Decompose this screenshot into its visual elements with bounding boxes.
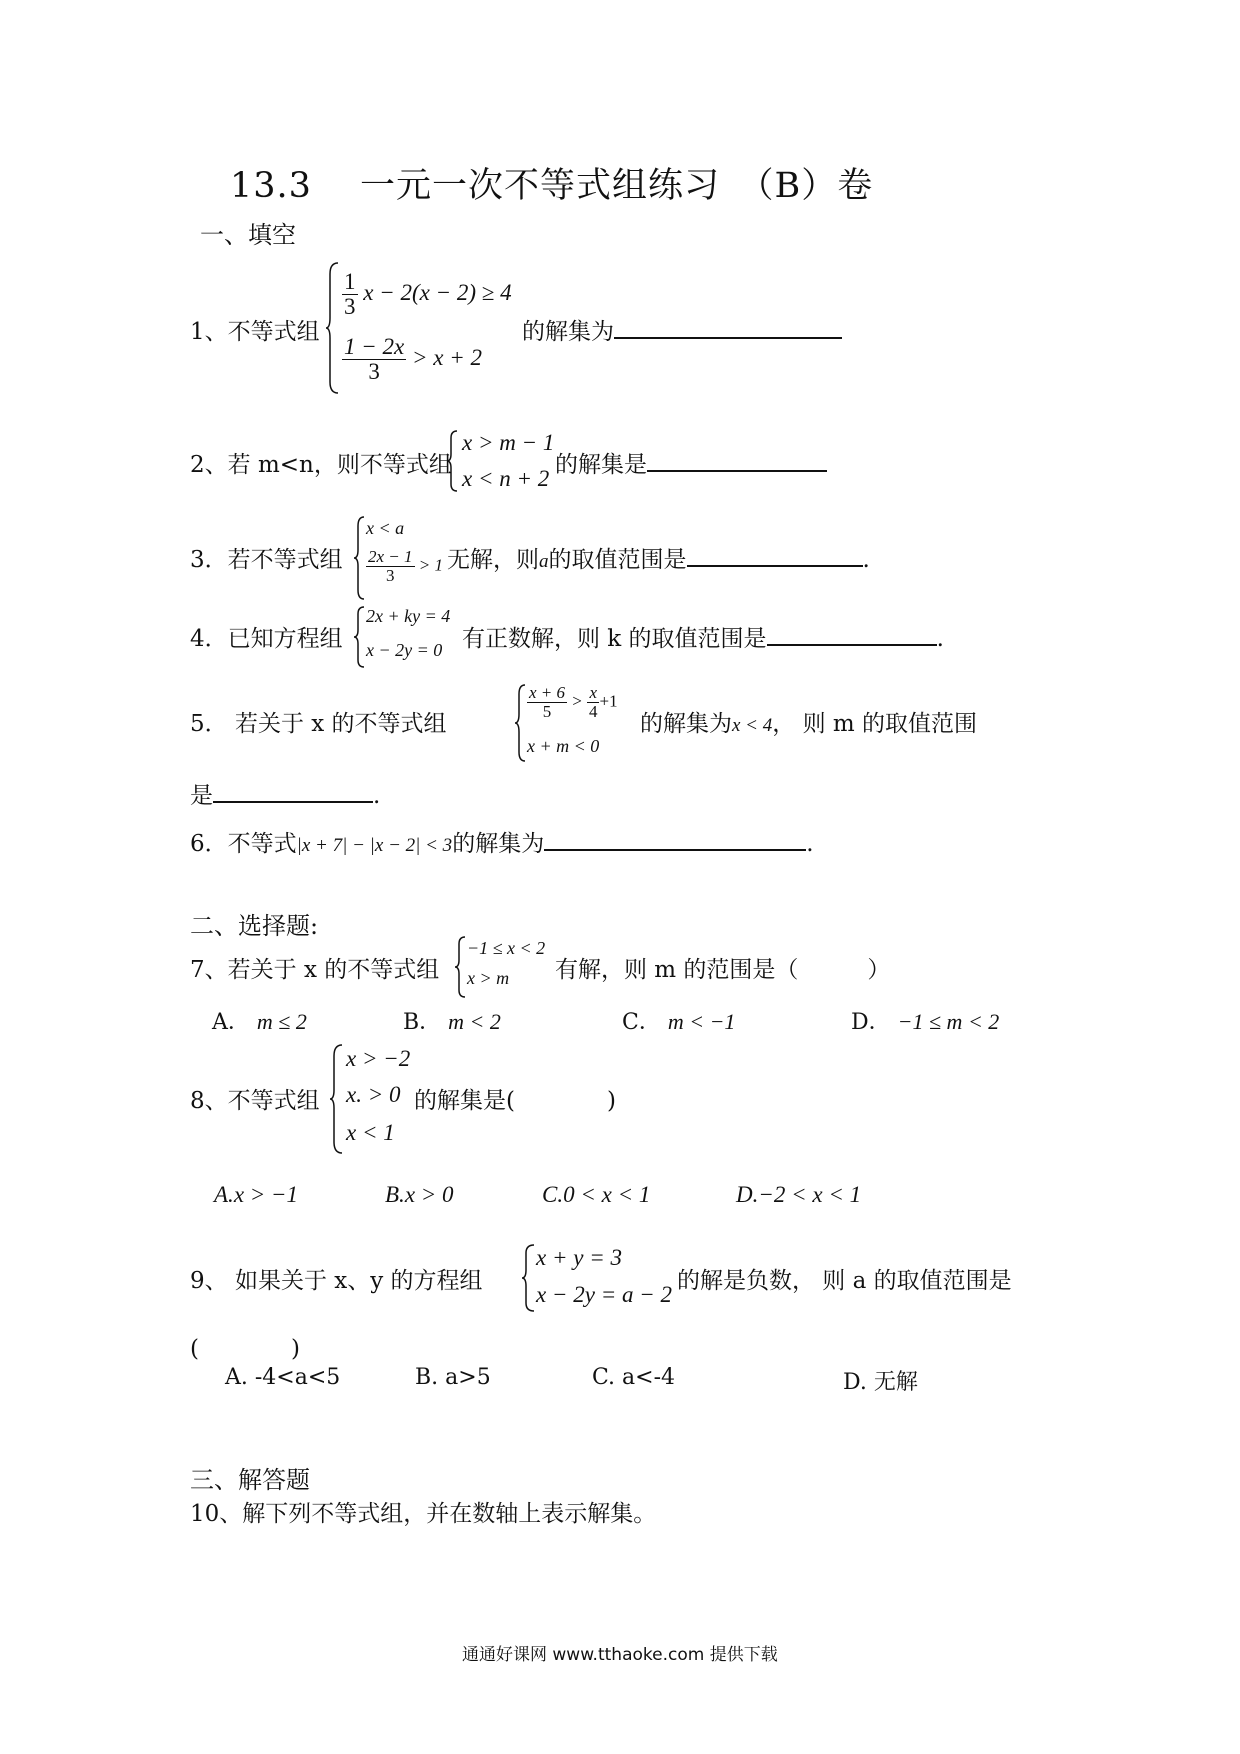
q8-option-c-math: 0 < x < 1 (563, 1182, 651, 1207)
q3-end: . (862, 547, 870, 573)
question-4-suffix (462, 620, 944, 653)
q7-option-b-label: B． (403, 1010, 442, 1035)
q1-row1-frac-num: 1 (344, 269, 356, 294)
q3-row2-expr: > 1 (418, 555, 444, 575)
q7-option-b-math: m < 2 (448, 1009, 501, 1034)
q9-system-row-1: x + y = 3 (536, 1245, 622, 1270)
question-3-prefix: 3．若不等式组 (190, 547, 343, 573)
q7-system-row-2: x > m (467, 968, 510, 988)
q7-option-a[interactable] (212, 1005, 307, 1036)
q8-option-a-label: A. (214, 1182, 234, 1207)
question-1-suffix (522, 313, 842, 346)
q7-option-c-math: m < −1 (667, 1009, 736, 1034)
q9-brace (522, 1244, 536, 1312)
q3-suffix-a: 无解，则 (447, 547, 539, 573)
q8-option-b-math: x > 0 (404, 1182, 454, 1207)
question-8-suffix: 的解集是( ) (414, 1088, 616, 1114)
q5-suffix-b: ， 则 m 的取值范围 (772, 711, 978, 737)
q8-option-d-math: −2 < x < 1 (758, 1182, 862, 1207)
q2-system-row-2: x < n + 2 (462, 466, 550, 491)
footer-credit: 通通好课网 www.tthaoke.com 提供下载 (462, 1645, 778, 1665)
page-title: 13.3 一元一次不等式组练习 （B）卷 (230, 166, 874, 206)
question-5-suffix (640, 705, 977, 738)
q7-option-d-label: D． (851, 1010, 891, 1035)
q2-brace (447, 430, 459, 492)
q4-brace (354, 606, 366, 668)
q5-row1-frac2-num: x (589, 683, 598, 702)
q3-system-row-1: x < a (366, 518, 405, 538)
question-2-prefix: 2、若 m<n，则不等式组 (190, 452, 452, 478)
q8-option-a[interactable] (214, 1182, 298, 1208)
q1-system-row-2 (342, 335, 482, 384)
q1-row1-expr: x − 2(x − 2) ≥ 4 (363, 279, 512, 305)
section-heading-fill-blank: 一、填空 (200, 221, 296, 249)
q7-option-b[interactable] (403, 1005, 501, 1036)
q7-option-a-math: m ≤ 2 (256, 1009, 307, 1034)
question-10: 10、解下列不等式组，并在数轴上表示解集。 (190, 1501, 657, 1527)
q4-end: . (936, 626, 944, 652)
q2-suffix-text: 的解集是 (555, 452, 647, 478)
section-heading-solve: 三、解答题 (190, 1466, 310, 1494)
question-9-suffix: 的解是负数， 则 a 的取值范围是 (677, 1268, 1012, 1294)
q5-line2-text: 是 (190, 783, 213, 809)
q5-system-row-1 (527, 684, 618, 721)
q3-row2-frac-num: 2x − 1 (368, 547, 413, 566)
question-5-prefix: 5． 若关于 x 的不等式组 (190, 711, 447, 737)
q5-row1-frac-num: x + 6 (529, 683, 566, 702)
question-5-line-2 (190, 777, 380, 810)
q4-system-row-2: x − 2y = 0 (366, 640, 443, 660)
q8-option-c-label: C. (542, 1182, 564, 1207)
q8-brace (330, 1044, 344, 1154)
q1-suffix-text: 的解集为 (522, 319, 614, 345)
q9-answer-paren[interactable]: ( ) (190, 1336, 300, 1362)
q4-answer-blank[interactable] (767, 643, 937, 646)
question-1-prefix: 1、不等式组 (190, 319, 320, 345)
q2-system-row-1: x > m − 1 (462, 430, 555, 455)
q5-suffix-a: 的解集为 (640, 711, 732, 737)
q1-brace (326, 262, 340, 394)
q1-system-row-1 (342, 270, 512, 319)
q1-row2-frac-den: 3 (368, 359, 380, 385)
q1-row1-frac-den: 3 (344, 294, 356, 320)
q7-option-d-math: −1 ≤ m < 2 (897, 1009, 1000, 1034)
question-4-prefix: 4．已知方程组 (190, 626, 343, 652)
q7-option-c[interactable] (622, 1005, 735, 1036)
q6-math: |x + 7| − |x − 2| < 3 (296, 835, 453, 856)
q1-row2-frac-num: 1 − 2x (344, 334, 405, 359)
q4-system-row-1: 2x + ky = 4 (366, 606, 451, 626)
q5-row1-frac-den: 5 (542, 701, 552, 721)
q5-suffix-math: x < 4 (732, 715, 773, 736)
question-7-suffix: 有解，则 m 的范围是（ ） (555, 957, 891, 983)
q9-option-d[interactable]: D. 无解 (843, 1370, 918, 1395)
question-9-prefix: 9、 如果关于 x、y 的方程组 (190, 1268, 483, 1294)
q4-suffix-text: 有正数解，则 k 的取值范围是 (462, 626, 767, 652)
q1-answer-blank[interactable] (614, 336, 842, 339)
q8-option-a-math: x > −1 (233, 1182, 299, 1207)
q8-system-row-3: x < 1 (346, 1120, 395, 1145)
q6-suffix: 的解集为 (452, 831, 545, 857)
section-heading-multiple-choice: 二、选择题: (190, 912, 319, 940)
q8-option-d-label: D. (736, 1182, 759, 1207)
q3-row2-frac-den: 3 (386, 565, 395, 585)
q7-option-c-label: C． (622, 1010, 661, 1035)
q3-brace (354, 516, 366, 600)
q8-option-b-label: B. (385, 1182, 405, 1207)
q6-end: . (806, 831, 814, 857)
q3-suffix-b: 的取值范围是 (548, 547, 687, 573)
q6-prefix: 6．不等式 (190, 831, 297, 857)
q9-option-a[interactable]: A. -4<a<5 (225, 1365, 341, 1390)
q3-system-row-2 (366, 548, 443, 585)
q9-option-c[interactable]: C. a<-4 (592, 1365, 676, 1390)
question-8-prefix: 8、不等式组 (190, 1088, 320, 1114)
q7-brace (455, 936, 467, 998)
q8-option-c[interactable] (542, 1182, 650, 1208)
q7-option-a-label: A． (212, 1010, 250, 1035)
q5-system-row-2: x + m < 0 (527, 736, 600, 756)
q8-option-d[interactable] (736, 1182, 861, 1208)
q7-option-d[interactable] (851, 1005, 999, 1036)
q5-brace (515, 684, 527, 762)
q6-answer-blank[interactable] (544, 848, 806, 851)
q8-option-b[interactable] (385, 1182, 454, 1208)
question-6 (190, 825, 814, 858)
question-2-suffix (555, 446, 827, 479)
q2-answer-blank[interactable] (647, 469, 827, 472)
q5-row1-gt: > (571, 691, 583, 711)
q7-system-row-1: −1 ≤ x < 2 (467, 938, 546, 958)
q3-suffix-var: a (539, 551, 549, 572)
q9-system-row-2: x − 2y = a − 2 (536, 1282, 672, 1307)
q3-answer-blank[interactable] (687, 564, 863, 567)
q1-row2-expr: > x + 2 (411, 344, 482, 370)
question-7-prefix: 7、若关于 x 的不等式组 (190, 957, 440, 983)
q9-option-b[interactable]: B. a>5 (415, 1365, 491, 1390)
q8-system-row-1: x > −2 (346, 1046, 411, 1071)
q5-row1-tail: +1 (599, 691, 618, 711)
q5-end: . (373, 783, 381, 809)
q5-row1-frac2-den: 4 (589, 701, 598, 721)
question-3-suffix (447, 541, 870, 574)
q8-system-row-2: x. > 0 (346, 1082, 401, 1107)
q5-answer-blank[interactable] (213, 800, 373, 803)
